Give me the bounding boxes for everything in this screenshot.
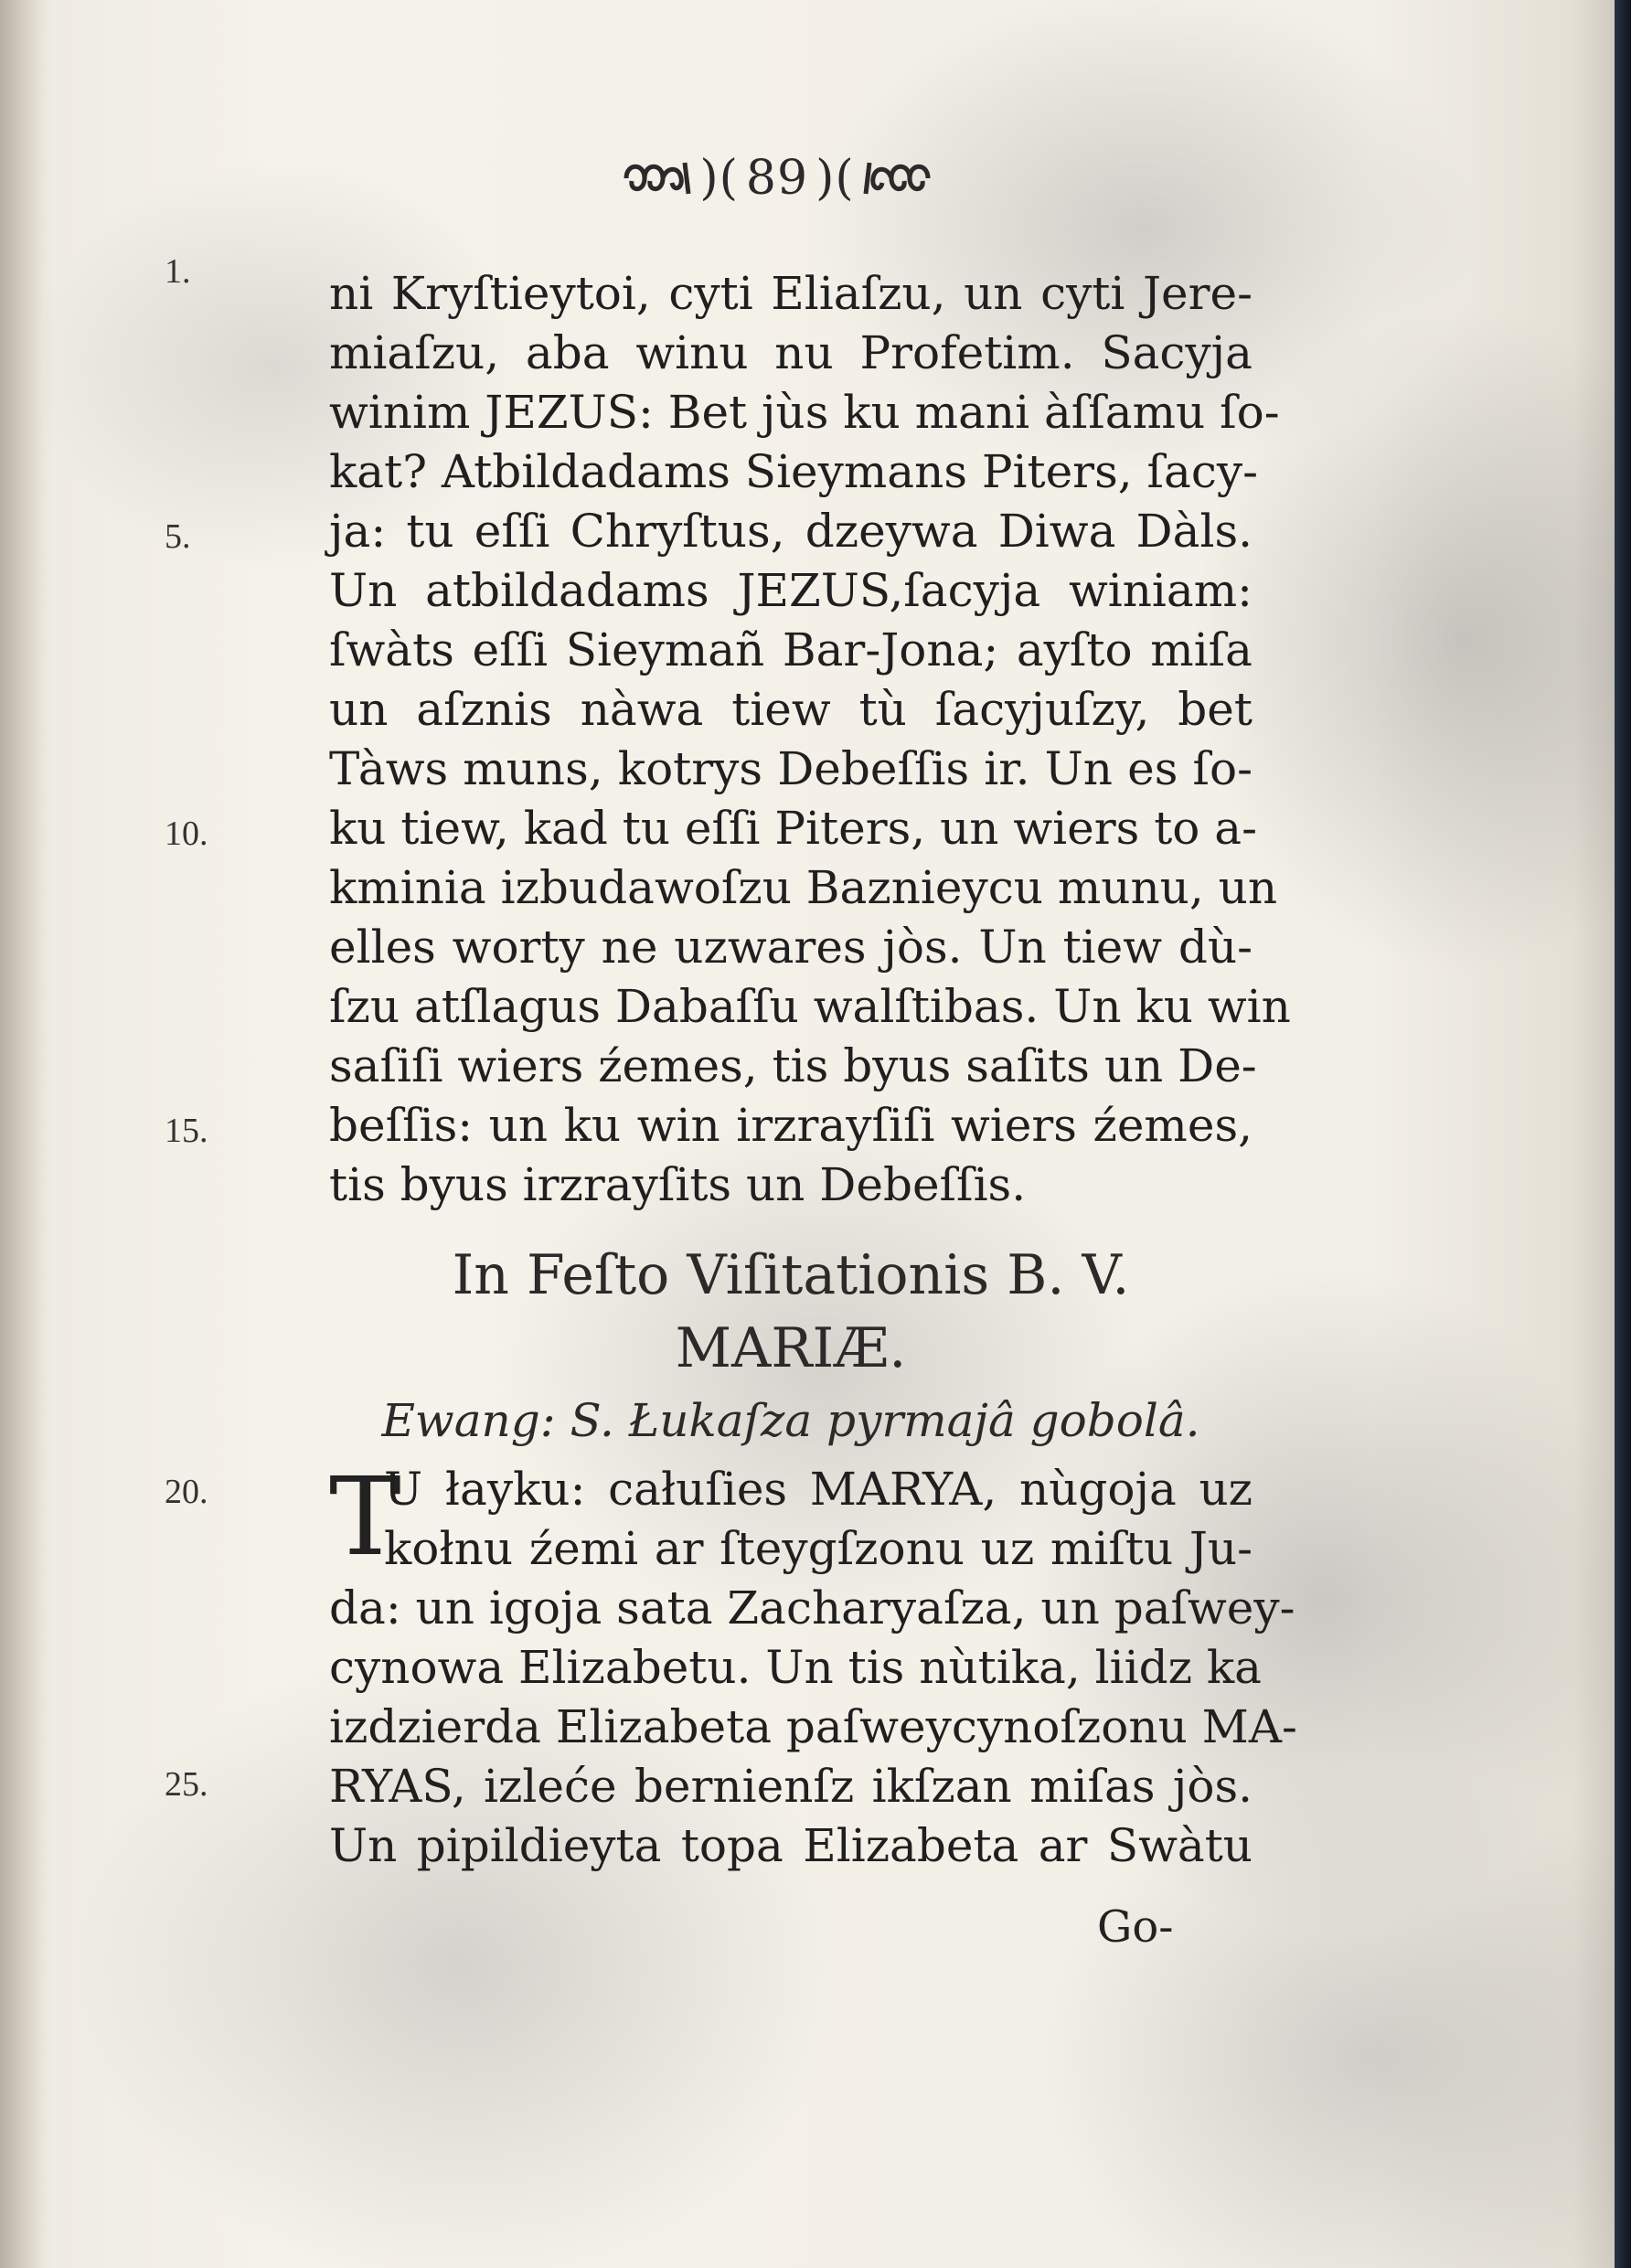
gospel-reference: Ewang: S. Łukaſza pyrmajâ gobolâ. <box>381 1394 1200 1447</box>
catchword: Go- <box>1097 1901 1174 1953</box>
page-number-open: )( <box>699 151 739 206</box>
text-line: ni Kryſtieytoi, cyti Eliaſzu, un cyti Jere- <box>329 267 1253 320</box>
text-line: kminia izbudawoſzu Baznieycu munu, un <box>329 861 1278 914</box>
page-header <box>585 137 969 219</box>
text-line: cynowa Elizabetu. Un tis nùtika, liidz ka <box>329 1641 1262 1694</box>
right-ornament-icon <box>862 155 933 201</box>
book-spine-shadow <box>0 0 44 2268</box>
text-line: kołnu źemi ar ſteygſzonu uz miſtu Ju- <box>384 1522 1253 1575</box>
drop-cap: T <box>329 1453 401 1580</box>
text-line: un aſznis nàwa tiew tù ſacyjuſzy, bet <box>329 683 1253 736</box>
text-line: miaſzu, aba winu nu Profetim. Sacyja <box>329 326 1253 379</box>
text-line: tis byus irzrayſits un Debeſſis. <box>329 1158 1027 1211</box>
text-line: elles worty ne uzwares jòs. Un tiew dù- <box>329 921 1253 974</box>
page-number: 89 <box>745 151 809 206</box>
text-line: ku tiew, kad tu eſſi Piters, un wiers to a- <box>329 802 1257 855</box>
text-line: RYAS, izlećе bernienſz ikſzan miſas jòs. <box>329 1760 1253 1813</box>
section-title: In Feſto Viſitationis B. V. <box>452 1243 1130 1307</box>
page-number-close: )( <box>816 151 855 206</box>
text-line: Un pipildieyta topa Elizabeta ar Swàtu <box>329 1819 1253 1872</box>
text-line: U łayku: całuſies MARYA, nùgoja uz <box>384 1463 1253 1516</box>
text-line: ſwàts eſſi Sieymañ Bar-Jona; ayſto miſa <box>329 623 1253 676</box>
text-line: kat? Atbildadams Sieymans Piters, ſacy- <box>329 445 1258 498</box>
text-line: beſſis: un ku win irzrayſiſi wiers źemes, <box>329 1099 1253 1152</box>
text-line: Tàws muns, kotrys Debeſſis ir. Un es ſo- <box>329 742 1253 795</box>
book-cover-edge <box>1615 0 1631 2268</box>
text-line: saſiſi wiers źemes, tis byus saſits un De- <box>329 1039 1257 1092</box>
text-line: izdzierda Elizabeta paſweycynoſzonu MA- <box>329 1700 1297 1753</box>
text-line: winim JEZUS: Bet jùs ku mani àſſamu ſo- <box>329 386 1280 439</box>
line-number: 15. <box>165 1112 208 1150</box>
text-line: ſzu atſlagus Dabaſſu walſtibas. Un ku win <box>329 980 1291 1033</box>
left-ornament-icon <box>621 155 692 201</box>
line-number: 5. <box>165 517 191 556</box>
line-number: 20. <box>165 1473 208 1511</box>
text-line: Un atbildadams JEZUS,ſacyja winiam: <box>329 564 1253 617</box>
text-line: ja: tu eſſi Chryſtus, dzeywa Diwa Dàls. <box>329 505 1253 558</box>
line-number: 1. <box>165 252 191 291</box>
line-number: 25. <box>165 1765 208 1804</box>
section-title-continued: MARIÆ. <box>675 1316 907 1380</box>
line-number: 10. <box>165 815 208 853</box>
text-line: da: un igoja sata Zacharyaſza, un paſwey- <box>329 1581 1295 1634</box>
